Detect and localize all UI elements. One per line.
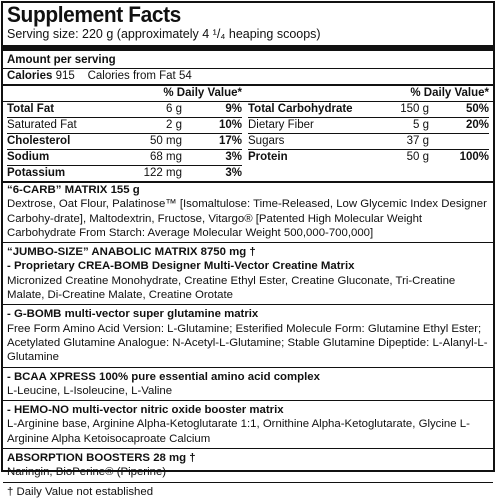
divider [3, 448, 493, 449]
nutrient-amount: 68 mg [150, 151, 182, 163]
nutrient-name: Sugars [248, 135, 285, 147]
ingredient-section [7, 451, 489, 480]
section-ingredients: L-Arginine base, Arginine Alpha-Ketoglutarate 1:1, Ornithine Alpha-Ketoglutarate, Glycine L-Arginine Alpha Ketoisocaproate Calcium [7, 418, 470, 445]
nutrient-amount: 2 g [166, 119, 182, 131]
section-ingredients: Micronized Creatine Monohydrate, Creatine Ethyl Ester, Creatine Gluconate, Tri-Creatine Malate, Di-Creatine Malate, Creatine Orotate [7, 274, 456, 302]
nutrient-daily-value: 50% [465, 103, 489, 115]
nutrient-row [7, 134, 242, 150]
section-heading: - BCAA XPRESS 100% pure essential amino acid complex [7, 370, 320, 383]
nutrient-daily-value: 10% [218, 119, 242, 131]
nutrient-row [7, 150, 242, 166]
divider [3, 304, 493, 305]
section-heading: - Proprietary CREA-BOMB Designer Multi-Vector Creatine Matrix [7, 260, 355, 273]
nutrient-name: Protein [248, 151, 288, 163]
calories-value: 915 [55, 70, 75, 82]
dv-header-left: % Daily Value* [163, 87, 242, 99]
divider [3, 482, 493, 483]
nutrient-row [248, 102, 489, 118]
ingredient-section [7, 245, 489, 259]
section-heading: - G-BOMB multi-vector super glutamine matrix [7, 308, 259, 321]
supplement-facts-panel [1, 1, 495, 498]
ingredient-section [7, 370, 489, 399]
nutrient-row [7, 118, 242, 134]
nutrient-column-left [7, 102, 248, 181]
section-ingredients: Free Form Amino Acid Version: L-Glutamine; Esterified Molecule Form: Glutamine Ethyl Ester; Acetylated Glutamine Analogue: N-Acetyl-L-Glutamine; Stable Glutamine Dipeptide: L-Alanyl-L-Glutamine [7, 322, 488, 364]
nutrient-row [248, 150, 489, 165]
divider [3, 242, 493, 243]
ingredient-sections [7, 183, 489, 483]
footnote: † Daily Value not established [7, 485, 154, 498]
nutrient-amount: 6 g [166, 103, 182, 115]
nutrient-name: Total Fat [7, 103, 55, 115]
nutrient-daily-value: 9% [225, 103, 242, 115]
nutrient-daily-value: 100% [459, 151, 489, 163]
calories-label: Calories [7, 70, 53, 82]
section-heading: - HEMO-NO multi-vector nitric oxide booster matrix [7, 404, 284, 417]
ingredient-section [7, 307, 489, 364]
divider [3, 400, 493, 401]
section-heading: ABSORPTION BOOSTERS 28 mg † [7, 452, 196, 465]
nutrient-row [7, 102, 242, 118]
nutrient-row [7, 166, 242, 181]
calories-row [7, 69, 489, 84]
dv-header-right: % Daily Value* [410, 87, 489, 99]
thick-divider [3, 45, 493, 51]
divider [3, 367, 493, 368]
nutrient-daily-value: 3% [225, 167, 242, 179]
nutrient-column-right [248, 102, 489, 181]
nutrient-name: Saturated Fat [7, 119, 77, 131]
nutrient-amount: 50 g [406, 151, 429, 163]
section-ingredients: Naringin, BioPerine® (Piperine) [7, 466, 167, 479]
nutrient-daily-value: 3% [225, 151, 242, 163]
panel-title: Supplement Facts [7, 2, 181, 27]
calories-from-fat: Calories from Fat 54 [87, 70, 192, 82]
nutrient-amount: 150 g [400, 103, 429, 115]
daily-value-header [7, 86, 489, 101]
nutrient-amount: 122 mg [143, 167, 182, 179]
serving-size: Serving size: 220 g (approximately 4 ¹/₄ heaping scoops) [7, 27, 321, 41]
nutrient-daily-value: 17% [218, 135, 242, 147]
nutrient-amount: 5 g [413, 119, 429, 131]
nutrient-daily-value: 20% [465, 119, 489, 131]
section-heading: “JUMBO-SIZE” ANABOLIC MATRIX 8750 mg † [7, 246, 256, 259]
section-ingredients: L-Leucine, L-Isoleucine, L-Valine [7, 384, 173, 397]
nutrient-amount: 50 mg [150, 135, 182, 147]
nutrient-row [248, 118, 489, 134]
nutrient-name: Cholesterol [7, 135, 71, 147]
nutrient-grid [7, 102, 489, 181]
nutrient-name: Potassium [7, 167, 66, 179]
nutrient-amount: 37 g [406, 135, 429, 147]
nutrient-name: Sodium [7, 151, 50, 163]
section-ingredients: Dextrose, Oat Flour, Palatinose™ [Isomaltulose: Time-Released, Low Glycemic Index Designer Carbohy-drate], Maltodextrin, Fructose, Vitargo® [Patented High Molecular Weight Carbohydrate From Starch: Average Molecular Weight 500,000-700,000] [7, 198, 487, 239]
section-heading: “6-CARB” MATRIX 155 g [7, 184, 140, 196]
nutrient-daily-value [429, 134, 489, 149]
amount-per-serving: Amount per serving [7, 54, 116, 66]
nutrient-name: Total Carbohydrate [248, 103, 353, 115]
ingredient-section [7, 183, 489, 240]
ingredient-section [7, 403, 489, 446]
nutrient-row [248, 134, 489, 150]
ingredient-section [7, 259, 489, 302]
nutrient-name: Dietary Fiber [248, 119, 314, 131]
